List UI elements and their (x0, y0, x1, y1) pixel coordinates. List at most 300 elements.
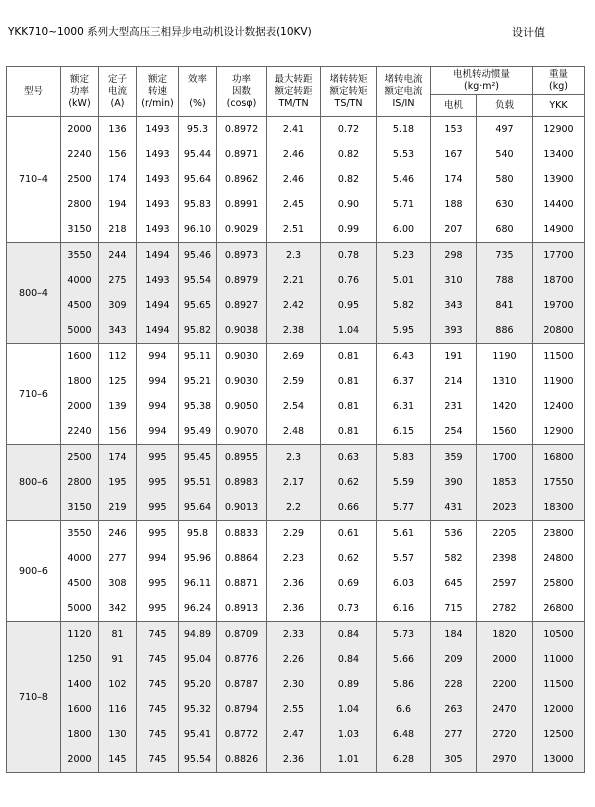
table-row (7, 344, 585, 370)
power-factor-cell: 0.8794 (217, 697, 267, 722)
table-row (7, 117, 585, 143)
header-efficiency: 效率 (%) (179, 67, 217, 117)
current-cell: 275 (99, 268, 137, 293)
header-locked-torque-ratio: 堵转转矩 额定转矩 TS/TN (321, 67, 377, 117)
efficiency-cell: 95.46 (179, 243, 217, 269)
efficiency-cell: 95.64 (179, 495, 217, 521)
locked-current-ratio-cell: 6.16 (377, 596, 431, 622)
locked-torque-ratio-cell: 0.84 (321, 647, 377, 672)
weight-cell: 13000 (533, 747, 585, 773)
design-value-label: 设计值 (512, 26, 545, 39)
locked-current-ratio-cell: 6.48 (377, 722, 431, 747)
weight-cell: 12500 (533, 722, 585, 747)
efficiency-cell: 96.10 (179, 217, 217, 243)
current-cell: 195 (99, 470, 137, 495)
speed-cell: 1493 (137, 167, 179, 192)
inertia-load-cell: 1820 (477, 622, 533, 648)
power-cell: 2240 (61, 142, 99, 167)
table-row (7, 445, 585, 471)
table-row (7, 369, 585, 394)
max-torque-ratio-cell: 2.55 (267, 697, 321, 722)
inertia-motor-cell: 214 (431, 369, 477, 394)
model-cell: 710–6 (7, 344, 61, 445)
table-row (7, 596, 585, 622)
current-cell: 194 (99, 192, 137, 217)
inertia-load-cell: 735 (477, 243, 533, 269)
max-torque-ratio-cell: 2.36 (267, 747, 321, 773)
power-factor-cell: 0.8983 (217, 470, 267, 495)
inertia-load-cell: 886 (477, 318, 533, 344)
power-factor-cell: 0.9038 (217, 318, 267, 344)
weight-cell: 18300 (533, 495, 585, 521)
power-factor-cell: 0.9013 (217, 495, 267, 521)
efficiency-cell: 95.32 (179, 697, 217, 722)
current-cell: 309 (99, 293, 137, 318)
speed-cell: 995 (137, 571, 179, 596)
weight-cell: 16800 (533, 445, 585, 471)
inertia-motor-cell: 310 (431, 268, 477, 293)
speed-cell: 995 (137, 596, 179, 622)
model-cell: 800–6 (7, 445, 61, 521)
table-row (7, 571, 585, 596)
efficiency-cell: 95.44 (179, 142, 217, 167)
inertia-load-cell: 2023 (477, 495, 533, 521)
power-factor-cell: 0.8787 (217, 672, 267, 697)
locked-current-ratio-cell: 5.95 (377, 318, 431, 344)
inertia-motor-cell: 254 (431, 419, 477, 445)
table-body (7, 117, 585, 773)
speed-cell: 994 (137, 369, 179, 394)
header-inertia-motor: 电机 (431, 95, 477, 117)
table-row (7, 293, 585, 318)
efficiency-cell: 95.04 (179, 647, 217, 672)
weight-cell: 24800 (533, 546, 585, 571)
speed-cell: 1493 (137, 142, 179, 167)
current-cell: 244 (99, 243, 137, 269)
locked-current-ratio-cell: 5.18 (377, 117, 431, 143)
speed-cell: 994 (137, 419, 179, 445)
power-factor-cell: 0.8871 (217, 571, 267, 596)
inertia-motor-cell: 191 (431, 344, 477, 370)
current-cell: 156 (99, 419, 137, 445)
current-cell: 156 (99, 142, 137, 167)
motor-data-table (6, 66, 585, 773)
power-cell: 2000 (61, 117, 99, 143)
inertia-motor-cell: 305 (431, 747, 477, 773)
table-row (7, 747, 585, 773)
locked-torque-ratio-cell: 0.81 (321, 344, 377, 370)
efficiency-cell: 95.8 (179, 521, 217, 547)
current-cell: 81 (99, 622, 137, 648)
current-cell: 174 (99, 445, 137, 471)
power-cell: 3150 (61, 217, 99, 243)
efficiency-cell: 96.11 (179, 571, 217, 596)
inertia-motor-cell: 277 (431, 722, 477, 747)
power-cell: 2000 (61, 394, 99, 419)
power-factor-cell: 0.8826 (217, 747, 267, 773)
table-row (7, 394, 585, 419)
speed-cell: 745 (137, 672, 179, 697)
power-cell: 3150 (61, 495, 99, 521)
locked-torque-ratio-cell: 0.76 (321, 268, 377, 293)
current-cell: 219 (99, 495, 137, 521)
speed-cell: 1493 (137, 217, 179, 243)
inertia-load-cell: 1310 (477, 369, 533, 394)
table-row (7, 268, 585, 293)
locked-current-ratio-cell: 5.83 (377, 445, 431, 471)
power-factor-cell: 0.9070 (217, 419, 267, 445)
efficiency-cell: 95.54 (179, 747, 217, 773)
speed-cell: 995 (137, 495, 179, 521)
table-row (7, 521, 585, 547)
weight-cell: 26800 (533, 596, 585, 622)
locked-torque-ratio-cell: 0.61 (321, 521, 377, 547)
speed-cell: 1493 (137, 117, 179, 143)
current-cell: 145 (99, 747, 137, 773)
max-torque-ratio-cell: 2.30 (267, 672, 321, 697)
max-torque-ratio-cell: 2.45 (267, 192, 321, 217)
power-factor-cell: 0.8962 (217, 167, 267, 192)
efficiency-cell: 95.3 (179, 117, 217, 143)
max-torque-ratio-cell: 2.3 (267, 445, 321, 471)
power-cell: 1120 (61, 622, 99, 648)
current-cell: 139 (99, 394, 137, 419)
power-factor-cell: 0.8971 (217, 142, 267, 167)
table-row (7, 243, 585, 269)
inertia-load-cell: 2782 (477, 596, 533, 622)
weight-cell: 12900 (533, 419, 585, 445)
power-cell: 4000 (61, 546, 99, 571)
model-cell: 710–8 (7, 622, 61, 773)
max-torque-ratio-cell: 2.51 (267, 217, 321, 243)
inertia-motor-cell: 390 (431, 470, 477, 495)
inertia-load-cell: 2720 (477, 722, 533, 747)
header-power: 额定 功率 (kW) (61, 67, 99, 117)
current-cell: 125 (99, 369, 137, 394)
power-factor-cell: 0.8972 (217, 117, 267, 143)
weight-cell: 20800 (533, 318, 585, 344)
efficiency-cell: 95.54 (179, 268, 217, 293)
inertia-motor-cell: 298 (431, 243, 477, 269)
locked-current-ratio-cell: 6.6 (377, 697, 431, 722)
max-torque-ratio-cell: 2.54 (267, 394, 321, 419)
power-cell: 1600 (61, 697, 99, 722)
locked-current-ratio-cell: 5.66 (377, 647, 431, 672)
inertia-load-cell: 580 (477, 167, 533, 192)
power-factor-cell: 0.8991 (217, 192, 267, 217)
max-torque-ratio-cell: 2.29 (267, 521, 321, 547)
inertia-load-cell: 2970 (477, 747, 533, 773)
power-factor-cell: 0.8833 (217, 521, 267, 547)
max-torque-ratio-cell: 2.3 (267, 243, 321, 269)
locked-torque-ratio-cell: 0.81 (321, 369, 377, 394)
locked-torque-ratio-cell: 0.82 (321, 142, 377, 167)
current-cell: 246 (99, 521, 137, 547)
max-torque-ratio-cell: 2.26 (267, 647, 321, 672)
max-torque-ratio-cell: 2.42 (267, 293, 321, 318)
locked-current-ratio-cell: 6.03 (377, 571, 431, 596)
table-row (7, 546, 585, 571)
max-torque-ratio-cell: 2.36 (267, 596, 321, 622)
power-cell: 2800 (61, 192, 99, 217)
efficiency-cell: 95.38 (179, 394, 217, 419)
weight-cell: 11500 (533, 672, 585, 697)
table-row (7, 495, 585, 521)
locked-torque-ratio-cell: 0.95 (321, 293, 377, 318)
weight-cell: 11900 (533, 369, 585, 394)
locked-current-ratio-cell: 5.86 (377, 672, 431, 697)
inertia-load-cell: 2470 (477, 697, 533, 722)
locked-torque-ratio-cell: 0.62 (321, 546, 377, 571)
weight-cell: 17700 (533, 243, 585, 269)
max-torque-ratio-cell: 2.33 (267, 622, 321, 648)
power-factor-cell: 0.9030 (217, 369, 267, 394)
header-power-factor: 功率 因数 (cosφ) (217, 67, 267, 117)
weight-cell: 11500 (533, 344, 585, 370)
table-row (7, 470, 585, 495)
table-row (7, 192, 585, 217)
header-weight-ykk: YKK (533, 95, 585, 117)
max-torque-ratio-cell: 2.38 (267, 318, 321, 344)
current-cell: 218 (99, 217, 137, 243)
table-row (7, 647, 585, 672)
inertia-load-cell: 2000 (477, 647, 533, 672)
locked-torque-ratio-cell: 0.90 (321, 192, 377, 217)
current-cell: 136 (99, 117, 137, 143)
max-torque-ratio-cell: 2.17 (267, 470, 321, 495)
max-torque-ratio-cell: 2.41 (267, 117, 321, 143)
current-cell: 342 (99, 596, 137, 622)
power-cell: 4000 (61, 268, 99, 293)
current-cell: 343 (99, 318, 137, 344)
table-row (7, 622, 585, 648)
speed-cell: 994 (137, 546, 179, 571)
weight-cell: 14900 (533, 217, 585, 243)
power-cell: 1800 (61, 369, 99, 394)
table-row (7, 419, 585, 445)
locked-current-ratio-cell: 6.43 (377, 344, 431, 370)
locked-torque-ratio-cell: 0.73 (321, 596, 377, 622)
inertia-motor-cell: 188 (431, 192, 477, 217)
speed-cell: 745 (137, 697, 179, 722)
inertia-motor-cell: 393 (431, 318, 477, 344)
speed-cell: 745 (137, 722, 179, 747)
inertia-motor-cell: 207 (431, 217, 477, 243)
locked-current-ratio-cell: 5.59 (377, 470, 431, 495)
power-factor-cell: 0.9029 (217, 217, 267, 243)
power-factor-cell: 0.8913 (217, 596, 267, 622)
power-factor-cell: 0.8979 (217, 268, 267, 293)
locked-torque-ratio-cell: 0.89 (321, 672, 377, 697)
header-weight: 重量 (kg) (533, 67, 585, 95)
current-cell: 308 (99, 571, 137, 596)
power-factor-cell: 0.8955 (217, 445, 267, 471)
inertia-load-cell: 1190 (477, 344, 533, 370)
locked-torque-ratio-cell: 0.63 (321, 445, 377, 471)
table-row (7, 672, 585, 697)
weight-cell: 13400 (533, 142, 585, 167)
inertia-motor-cell: 536 (431, 521, 477, 547)
header-inertia: 电机转动惯量 (kg·m²) (431, 67, 533, 95)
inertia-motor-cell: 645 (431, 571, 477, 596)
power-cell: 2800 (61, 470, 99, 495)
speed-cell: 995 (137, 470, 179, 495)
weight-cell: 25800 (533, 571, 585, 596)
header-model: 型号 (7, 67, 61, 117)
locked-torque-ratio-cell: 0.82 (321, 167, 377, 192)
locked-current-ratio-cell: 6.15 (377, 419, 431, 445)
inertia-load-cell: 630 (477, 192, 533, 217)
inertia-load-cell: 1420 (477, 394, 533, 419)
current-cell: 91 (99, 647, 137, 672)
weight-cell: 19700 (533, 293, 585, 318)
efficiency-cell: 95.11 (179, 344, 217, 370)
weight-cell: 14400 (533, 192, 585, 217)
speed-cell: 1494 (137, 318, 179, 344)
inertia-motor-cell: 582 (431, 546, 477, 571)
weight-cell: 11000 (533, 647, 585, 672)
speed-cell: 1494 (137, 293, 179, 318)
inertia-load-cell: 2200 (477, 672, 533, 697)
efficiency-cell: 95.49 (179, 419, 217, 445)
speed-cell: 995 (137, 521, 179, 547)
speed-cell: 994 (137, 394, 179, 419)
table-row (7, 217, 585, 243)
inertia-motor-cell: 431 (431, 495, 477, 521)
power-factor-cell: 0.9030 (217, 344, 267, 370)
locked-torque-ratio-cell: 0.99 (321, 217, 377, 243)
inertia-load-cell: 497 (477, 117, 533, 143)
header-max-torque-ratio: 最大转距 额定转距 TM/TN (267, 67, 321, 117)
max-torque-ratio-cell: 2.47 (267, 722, 321, 747)
power-factor-cell: 0.8772 (217, 722, 267, 747)
power-factor-cell: 0.8973 (217, 243, 267, 269)
power-factor-cell: 0.8927 (217, 293, 267, 318)
power-cell: 1400 (61, 672, 99, 697)
max-torque-ratio-cell: 2.2 (267, 495, 321, 521)
table-row (7, 697, 585, 722)
header-locked-current-ratio: 堵转电流 额定电流 IS/IN (377, 67, 431, 117)
locked-current-ratio-cell: 5.73 (377, 622, 431, 648)
locked-current-ratio-cell: 5.23 (377, 243, 431, 269)
inertia-load-cell: 1700 (477, 445, 533, 471)
power-cell: 4500 (61, 293, 99, 318)
locked-current-ratio-cell: 5.77 (377, 495, 431, 521)
inertia-load-cell: 2205 (477, 521, 533, 547)
model-cell: 710–4 (7, 117, 61, 243)
table-row (7, 722, 585, 747)
max-torque-ratio-cell: 2.23 (267, 546, 321, 571)
header-current: 定子 电流 (A) (99, 67, 137, 117)
locked-torque-ratio-cell: 1.01 (321, 747, 377, 773)
locked-current-ratio-cell: 5.01 (377, 268, 431, 293)
locked-torque-ratio-cell: 0.84 (321, 622, 377, 648)
power-cell: 5000 (61, 596, 99, 622)
power-factor-cell: 0.8709 (217, 622, 267, 648)
locked-current-ratio-cell: 5.82 (377, 293, 431, 318)
weight-cell: 12000 (533, 697, 585, 722)
power-cell: 1600 (61, 344, 99, 370)
power-factor-cell: 0.9050 (217, 394, 267, 419)
max-torque-ratio-cell: 2.69 (267, 344, 321, 370)
model-cell: 900–6 (7, 521, 61, 622)
power-cell: 1250 (61, 647, 99, 672)
locked-torque-ratio-cell: 1.04 (321, 697, 377, 722)
current-cell: 116 (99, 697, 137, 722)
efficiency-cell: 95.51 (179, 470, 217, 495)
header-speed: 额定 转速 (r/min) (137, 67, 179, 117)
locked-current-ratio-cell: 5.71 (377, 192, 431, 217)
locked-torque-ratio-cell: 1.03 (321, 722, 377, 747)
power-factor-cell: 0.8776 (217, 647, 267, 672)
speed-cell: 745 (137, 747, 179, 773)
power-cell: 1800 (61, 722, 99, 747)
inertia-motor-cell: 231 (431, 394, 477, 419)
efficiency-cell: 94.89 (179, 622, 217, 648)
power-factor-cell: 0.8864 (217, 546, 267, 571)
power-cell: 3550 (61, 243, 99, 269)
max-torque-ratio-cell: 2.21 (267, 268, 321, 293)
inertia-motor-cell: 174 (431, 167, 477, 192)
speed-cell: 1493 (137, 192, 179, 217)
locked-current-ratio-cell: 6.00 (377, 217, 431, 243)
inertia-motor-cell: 263 (431, 697, 477, 722)
speed-cell: 1493 (137, 268, 179, 293)
locked-current-ratio-cell: 5.53 (377, 142, 431, 167)
locked-current-ratio-cell: 6.28 (377, 747, 431, 773)
current-cell: 130 (99, 722, 137, 747)
table-row (7, 318, 585, 344)
inertia-load-cell: 540 (477, 142, 533, 167)
efficiency-cell: 95.20 (179, 672, 217, 697)
speed-cell: 1494 (137, 243, 179, 269)
locked-torque-ratio-cell: 0.66 (321, 495, 377, 521)
weight-cell: 12900 (533, 117, 585, 143)
locked-torque-ratio-cell: 0.81 (321, 394, 377, 419)
efficiency-cell: 95.21 (179, 369, 217, 394)
inertia-motor-cell: 153 (431, 117, 477, 143)
inertia-motor-cell: 184 (431, 622, 477, 648)
weight-cell: 12400 (533, 394, 585, 419)
efficiency-cell: 96.24 (179, 596, 217, 622)
efficiency-cell: 95.64 (179, 167, 217, 192)
locked-torque-ratio-cell: 0.81 (321, 419, 377, 445)
locked-current-ratio-cell: 5.46 (377, 167, 431, 192)
efficiency-cell: 95.45 (179, 445, 217, 471)
power-cell: 2000 (61, 747, 99, 773)
header-inertia-load: 负载 (477, 95, 533, 117)
locked-current-ratio-cell: 6.31 (377, 394, 431, 419)
efficiency-cell: 95.65 (179, 293, 217, 318)
table-row (7, 167, 585, 192)
locked-torque-ratio-cell: 0.78 (321, 243, 377, 269)
inertia-load-cell: 680 (477, 217, 533, 243)
document-title: YKK710~1000 系列大型高压三相异步电动机设计数据表(10KV) (8, 26, 312, 38)
speed-cell: 745 (137, 647, 179, 672)
model-cell: 800–4 (7, 243, 61, 344)
inertia-motor-cell: 167 (431, 142, 477, 167)
efficiency-cell: 95.41 (179, 722, 217, 747)
table-row (7, 142, 585, 167)
max-torque-ratio-cell: 2.36 (267, 571, 321, 596)
locked-current-ratio-cell: 5.57 (377, 546, 431, 571)
locked-current-ratio-cell: 5.61 (377, 521, 431, 547)
efficiency-cell: 95.96 (179, 546, 217, 571)
weight-cell: 10500 (533, 622, 585, 648)
weight-cell: 23800 (533, 521, 585, 547)
speed-cell: 745 (137, 622, 179, 648)
efficiency-cell: 95.83 (179, 192, 217, 217)
